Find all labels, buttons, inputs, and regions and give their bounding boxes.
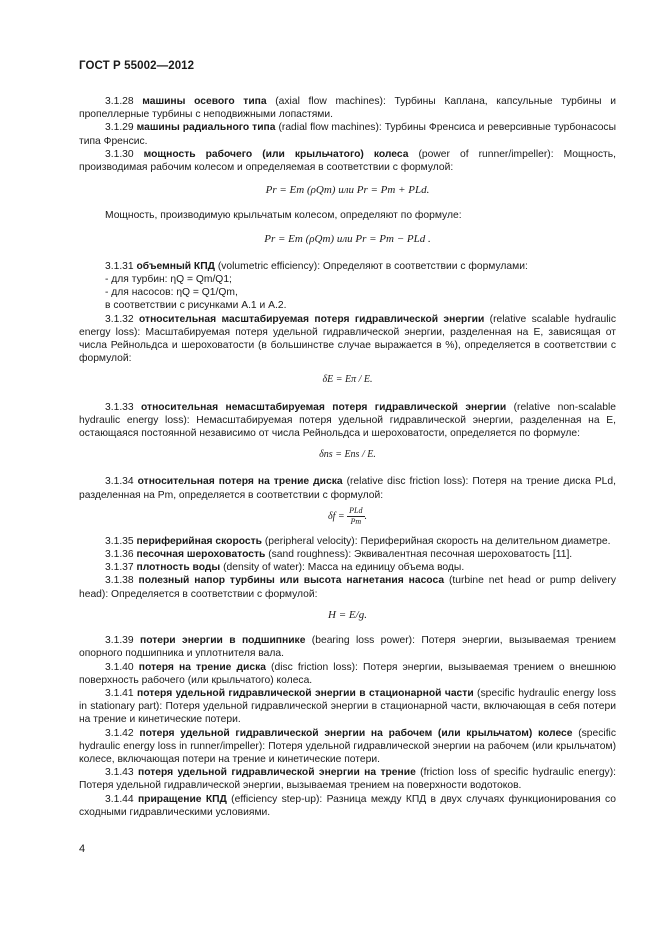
formula-impeller-power: Pr = Em (ρQm) или Pr = Pm − PLd . [264, 232, 431, 245]
pump-power-text: Мощность, производимую крыльчатым колесом, определяют по формуле: [105, 210, 462, 222]
term: машины радиального типа [136, 122, 276, 134]
formula-nonscalable-loss: δns = Ens / E. [319, 449, 376, 461]
formula-disc-friction: δf = $\frac{\text{PLd}}{Pm}$ . [327, 505, 368, 526]
entry-3-1-38: 3.1.38 полезный напор турбины или высота нагнетания насоса (turbine net head or pump delivery head): Определяется в соответствии с формулой: [79, 575, 616, 600]
list-item-turbines: - для турбин: ηQ = Qm/Q1; [105, 274, 232, 286]
page-number: 4 [79, 843, 86, 855]
entry-3-1-36: 3.1.36 песочная шероховатость (sand roughness): Эквивалентная песочная шероховатость [11]. [105, 549, 573, 561]
entry-3-1-37: 3.1.37 плотность воды (density of water): Масса на единицу объема воды. [105, 562, 465, 574]
term: мощность рабочего (или крыльчатого) колеса [143, 148, 409, 160]
entry-3-1-28: 3.1.28 машины осевого типа (axial flow machines): Турбины Каплана, капсульные турбины и пропеллерные турбины с неподвижными лопастями. [79, 96, 616, 121]
entry-3-1-33: 3.1.33 относительная немасштабируемая потеря гидравлической энергии (relative non-scalable hydraulic energy loss): Немасштабируемая потеря удельной гидравлической энергии, разделенная на E, остающаяся постоянной независимо от числа Рейнольдса и шероховатости, определяется по формуле: [79, 401, 616, 440]
entry-3-1-34: 3.1.34 относительная потеря на трение диска (relative disc friction loss): Потеря на трение диска PLd, разделенная на Pm, определяется в соответствии с формулой: [79, 476, 616, 501]
term: потеря удельной гидравлической энергии на рабочем (или крыльчатом) колесе [139, 727, 573, 739]
entry-3-1-35: 3.1.35 периферийная скорость (peripheral velocity): Периферийная скорость на делительном диаметре. [105, 535, 611, 547]
entry-3-1-32: 3.1.32 относительная масштабируемая потеря гидравлической энергии (relative scalable hydraulic energy loss): Масштабируемая потеря удельной гидравлической энергии, разделенная на E, зависящая от числа Рейнольдса и шероховатости (в большинстве случае выражается в %), определяется в соответствии с формулой: [79, 313, 616, 365]
term: песочная шероховатость [136, 549, 266, 561]
term: машины осевого типа [142, 96, 267, 107]
entry-3-1-43: 3.1.43 потеря удельной гидравлической энергии на трение (friction loss of specific hydraulic energy): Потеря удельной гидравлической энергии, вызываемая трением на поверхности водотоков. [79, 767, 616, 792]
term: потери энергии в подшипнике [140, 635, 306, 647]
list-item-pumps: - для насосов: ηQ = Q1/Qm, [105, 287, 238, 299]
document-header: ГОСТ Р 55002—2012 [79, 60, 195, 72]
term: приращение КПД [137, 793, 227, 805]
term: относительная потеря на трение диска [137, 476, 343, 488]
formula-scalable-loss: δE = Eπ / E. [322, 374, 373, 386]
entry-3-1-30: 3.1.30 мощность рабочего (или крыльчатого) колеса (power of runner/impeller): Мощность, производимая рабочим колесом и определяемая в соответствии с формулой: [79, 148, 616, 174]
entry-3-1-42: 3.1.42 потеря удельной гидравлической энергии на рабочем (или крыльчатом) колесе (specific hydraulic energy loss in runner/impeller): Потеря удельной гидравлической энергии на рабочем (или крыльчатом) колесе, включающая потери на трение и кинетические потери. [79, 727, 616, 765]
list-item-figures: в соответствии с рисунками А.1 и А.2. [105, 300, 287, 312]
entry-3-1-44: 3.1.44 приращение КПД (efficiency step-up): Разница между КПД в двух случаях функционирования со сходными гидравлическими условиями. [79, 793, 616, 818]
entry-3-1-40: 3.1.40 потеря на трение диска (disc friction loss): Потеря энергии, вызываемая трением о внешнюю поверхность рабочего (или крыльчатого) колеса. [79, 661, 616, 686]
term: относительная масштабируемая потеря гидравлической энергии [139, 313, 485, 325]
term: относительная немасштабируемая потеря гидравлической энергии [141, 401, 507, 413]
term: потеря на трение диска [138, 661, 266, 673]
term: периферийная скорость [136, 535, 263, 547]
fraction: $\frac{\text{PLd}}{Pm}$ [349, 505, 363, 526]
term: потеря удельной гидравлической энергии в стационарной части [137, 687, 474, 699]
entry-3-1-39: 3.1.39 потери энергии в подшипнике (bearing loss power): Потеря энергии, вызываемая трением опорного подшипника и уплотнителя вала. [79, 635, 616, 660]
formula-runner-power: Pr = Em (ρQm) или Pr = Pm + PLd. [265, 184, 430, 197]
entry-3-1-29: 3.1.29 машины радиального типа (radial flow machines): Турбины Френсиса и реверсивные турбонасосы типа Френсис. [79, 122, 616, 147]
formula-net-head: H = E/g. [328, 608, 367, 621]
entry-3-1-31: 3.1.31 объемный КПД (volumetric efficiency): Определяют в соответствии с формулами: [105, 260, 528, 272]
term: потеря удельной гидравлической энергии на трение [138, 767, 416, 779]
term: плотность воды [136, 562, 221, 574]
entry-3-1-41: 3.1.41 потеря удельной гидравлической энергии в стационарной части (specific hydraulic energy loss in stationary part): Потеря удельной гидравлической энергии в стационарной части, включающая в себя потери на трение и кинетические потери. [79, 687, 616, 726]
document-body [79, 95, 616, 819]
term: полезный напор турбины или высота нагнетания насоса [138, 575, 445, 587]
term: объемный КПД [136, 260, 215, 272]
